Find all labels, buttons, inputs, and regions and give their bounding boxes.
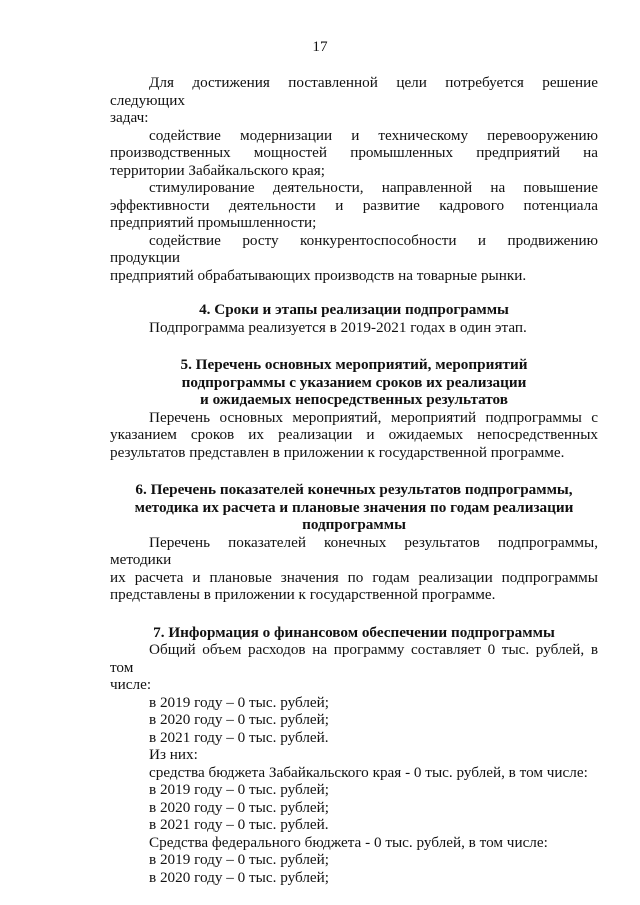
section-4-text: Подпрограмма реализуется в 2019-2021 годах в один этап.	[149, 318, 527, 336]
tasks-intro-line2: задач:	[110, 109, 149, 126]
section-5-title-line3: и ожидаемых непосредственных результатов	[200, 391, 508, 408]
funding-federal-year: в 2019 году – 0 тыс. рублей;	[149, 851, 330, 868]
funding-total-year: в 2020 году – 0 тыс. рублей;	[149, 711, 330, 728]
section-5-text-line3: результатов представлен в приложении к государственной программе.	[110, 443, 565, 461]
section-6-text-line2: их расчета и плановые значения по годам реализации подпрограммы	[110, 568, 598, 586]
task-item2-line1: стимулирование деятельности, направленной на повышение	[149, 179, 598, 196]
section-5-text-line1: Перечень основных мероприятий, мероприятий подпрограммы с	[149, 408, 598, 426]
section-7-title: 7. Информация о финансовом обеспечении подпрограммы	[153, 623, 555, 641]
task-item1-rest: производственных мощностей промышленных предприятий на территории Забайкальского края;	[110, 144, 598, 179]
section-6-title-line2: методика их расчета и плановые значения по годам реализации	[134, 498, 574, 516]
section-6-text-line1: Перечень показателей конечных результатов подпрограммы, методики	[110, 533, 598, 568]
section-4-title: 4. Сроки и этапы реализации подпрограммы	[199, 301, 509, 318]
funding-total-year: в 2019 году – 0 тыс. рублей;	[149, 693, 330, 711]
section-5-title-line1: 5. Перечень основных мероприятий, мероприятий	[180, 356, 528, 373]
funding-regional-year: в 2019 году – 0 тыс. рублей;	[149, 781, 330, 798]
funding-total-line1: Общий объем расходов на программу составляет 0 тыс. рублей, в том	[110, 641, 598, 676]
section-6-text-line3: представлены в приложении к государственной программе.	[110, 586, 496, 603]
funding-regional-year: в 2020 году – 0 тыс. рублей;	[149, 798, 330, 816]
funding-federal-year: в 2020 году – 0 тыс. рублей;	[149, 868, 330, 886]
task-item1-line1: содействие модернизации и техническому перевооружению	[149, 126, 598, 144]
task-item2-rest: эффективности деятельности и развитие кадрового потенциала предприятий промышленности;	[110, 196, 598, 231]
funding-total-line2: числе:	[110, 676, 152, 693]
section-5-text-line2: указанием сроков их реализации и ожидаемых непосредственных	[110, 426, 598, 443]
document-body	[110, 74, 598, 886]
task-item3-line1: содействие росту конкурентоспособности и продвижению продукции	[110, 231, 598, 266]
task-item3-rest: предприятий обрабатывающих производств на товарные рынки.	[110, 266, 527, 284]
tasks-block	[110, 74, 598, 284]
section-6	[110, 481, 598, 604]
section-5	[110, 356, 598, 461]
section-7	[110, 624, 598, 887]
section-4	[110, 301, 598, 336]
tasks-intro-line1: Для достижения поставленной цели потребуется решение следующих	[110, 74, 598, 109]
section-6-title-line3: подпрограммы	[302, 516, 406, 533]
section-5-title-line2: подпрограммы с указанием сроков их реализации	[181, 373, 527, 391]
section-6-title-line1: 6. Перечень показателей конечных результатов подпрограммы,	[135, 481, 573, 498]
funding-of-them: Из них:	[149, 746, 198, 763]
funding-regional-intro: средства бюджета Забайкальского края - 0 тыс. рублей, в том числе:	[149, 763, 588, 781]
page-number: 17	[312, 38, 328, 55]
funding-regional-year: в 2021 году – 0 тыс. рублей.	[149, 816, 329, 833]
funding-federal-intro: Средства федерального бюджета - 0 тыс. рублей, в том числе:	[149, 833, 548, 851]
funding-total-year: в 2021 году – 0 тыс. рублей.	[149, 728, 329, 746]
